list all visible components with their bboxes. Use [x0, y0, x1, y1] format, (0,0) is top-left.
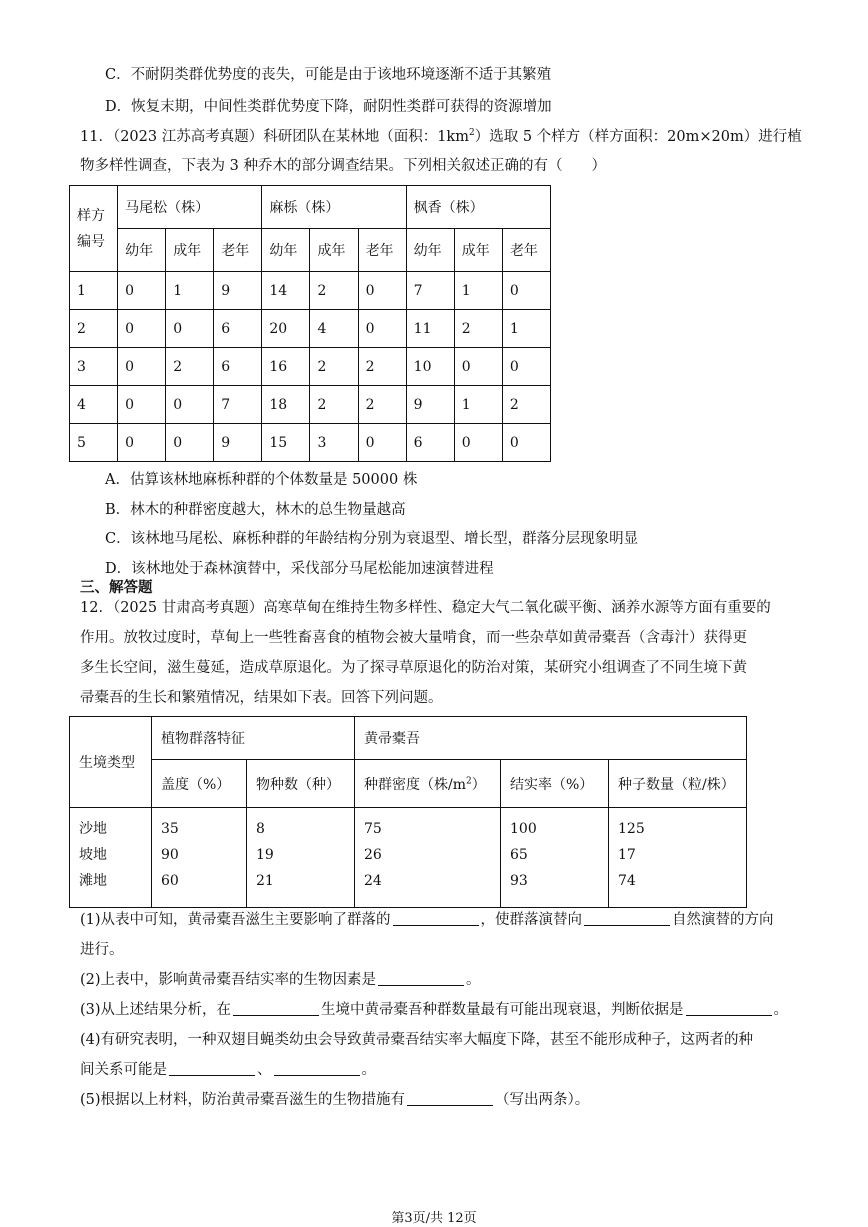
count-cell: 1	[166, 272, 214, 310]
species-header-maple: 枫香（株）	[406, 186, 550, 229]
count-cell: 11	[406, 310, 454, 348]
answer-blank[interactable]	[407, 1091, 493, 1106]
count-cell: 2	[166, 348, 214, 386]
q12-sub1: (1)从表中可知，黄帚橐吾滋生主要影响了群落的 ，使群落演替向 自然演替的方向	[80, 912, 774, 928]
q12-stem-line3: 多生长空间，滋生蔓延，造成草原退化。为了探寻草原退化的防治对策，某研究小组调查了不同生境下黄	[80, 660, 747, 676]
table-row	[70, 386, 551, 424]
seed-count-cell: 125 17 74	[609, 808, 747, 908]
q12-stem-line1: 12．（2025 甘肃高考真题）高寒草甸在维持生物多样性、稳定大气二氧化碳平衡、涵养水源等方面有重要的	[80, 600, 771, 616]
answer-blank[interactable]	[274, 1061, 360, 1076]
q10-option-c: C．不耐阴类群优势度的丧失，可能是由于该地环境逐渐不适于其繁殖	[105, 67, 552, 83]
count-cell: 10	[406, 348, 454, 386]
count-cell: 2	[358, 386, 406, 424]
species-count-cell: 8 19 21	[247, 808, 355, 908]
count-cell: 4	[310, 310, 358, 348]
plot-number-cell: 5	[70, 424, 118, 462]
count-cell: 6	[406, 424, 454, 462]
col-coverage: 盖度（%）	[152, 760, 247, 808]
count-cell: 9	[214, 424, 262, 462]
answer-blank[interactable]	[169, 1061, 255, 1076]
col-seed-count: 种子数量（粒/株）	[609, 760, 747, 808]
count-cell: 0	[118, 386, 166, 424]
age-header: 老年	[214, 229, 262, 272]
q12-sub4-line2: 间关系可能是 、 。	[80, 1062, 376, 1078]
col-species-count: 物种数（种）	[247, 760, 355, 808]
count-cell: 9	[406, 386, 454, 424]
count-cell: 0	[454, 348, 502, 386]
answer-blank[interactable]	[378, 971, 464, 986]
table-row	[70, 310, 551, 348]
age-header: 成年	[166, 229, 214, 272]
count-cell: 0	[358, 272, 406, 310]
count-cell: 14	[262, 272, 310, 310]
age-header: 成年	[454, 229, 502, 272]
fruit-rate-cell: 100 65 93	[501, 808, 609, 908]
count-cell: 3	[310, 424, 358, 462]
age-header: 老年	[502, 229, 550, 272]
count-cell: 0	[118, 424, 166, 462]
age-header: 幼年	[118, 229, 166, 272]
count-cell: 0	[118, 310, 166, 348]
group-header-ligularia: 黄帚橐吾	[355, 717, 747, 760]
count-cell: 2	[310, 272, 358, 310]
age-header: 老年	[358, 229, 406, 272]
plot-number-cell: 2	[70, 310, 118, 348]
count-cell: 6	[214, 348, 262, 386]
table-row	[70, 348, 551, 386]
section-title: 三、解答题	[80, 579, 153, 596]
habitat-cell: 沙地 坡地 滩地	[70, 808, 152, 908]
count-cell: 0	[454, 424, 502, 462]
age-header: 幼年	[406, 229, 454, 272]
plot-number-cell: 3	[70, 348, 118, 386]
q11-stem-line2: 物多样性调查，下表为 3 种乔木的部分调查结果。下列相关叙述正确的有（ ）	[80, 158, 606, 174]
count-cell: 1	[454, 386, 502, 424]
count-cell: 0	[502, 272, 550, 310]
age-header: 幼年	[262, 229, 310, 272]
q12-habitat-table	[69, 716, 747, 908]
count-cell: 2	[310, 386, 358, 424]
q11-option-c: C．该林地马尾松、麻栎种群的年龄结构分别为衰退型、增长型，群落分层现象明显	[105, 531, 639, 547]
count-cell: 0	[166, 386, 214, 424]
q11-survey-table	[69, 185, 551, 462]
q12-sub1-line2: 进行。	[80, 942, 124, 958]
habitat-header: 生境类型	[70, 717, 152, 808]
count-cell: 2	[502, 386, 550, 424]
density-cell: 75 26 24	[355, 808, 501, 908]
count-cell: 2	[310, 348, 358, 386]
count-cell: 0	[118, 272, 166, 310]
count-cell: 1	[502, 310, 550, 348]
q12-stem-line2: 作用。放牧过度时，草甸上一些牲畜喜食的植物会被大量啃食，而一些杂草如黄帚橐吾（含毒汁）获得更	[80, 630, 747, 646]
count-cell: 0	[166, 424, 214, 462]
coverage-cell: 35 90 60	[152, 808, 247, 908]
count-cell: 0	[118, 348, 166, 386]
answer-blank[interactable]	[393, 911, 479, 926]
count-cell: 2	[358, 348, 406, 386]
count-cell: 0	[358, 310, 406, 348]
count-cell: 16	[262, 348, 310, 386]
answer-blank[interactable]	[233, 1001, 319, 1016]
count-cell: 2	[454, 310, 502, 348]
q10-option-d: D．恢复末期，中间性类群优势度下降，耐阴性类群可获得的资源增加	[105, 99, 552, 115]
species-header-pine: 马尾松（株）	[118, 186, 262, 229]
count-cell: 7	[406, 272, 454, 310]
age-header: 成年	[310, 229, 358, 272]
answer-blank[interactable]	[584, 911, 670, 926]
plot-number-cell: 4	[70, 386, 118, 424]
page-footer: 第3页/共 12页	[391, 1211, 477, 1226]
count-cell: 7	[214, 386, 262, 424]
q11-option-a: A．估算该林地麻栎种群的个体数量是 50000 株	[105, 472, 418, 488]
answer-blank[interactable]	[686, 1001, 772, 1016]
count-cell: 15	[262, 424, 310, 462]
count-cell: 0	[502, 348, 550, 386]
q11-option-b: B．林木的种群密度越大，林木的总生物量越高	[105, 502, 406, 518]
q11-option-d: D．该林地处于森林演替中，采伐部分马尾松能加速演替进程	[105, 561, 494, 577]
plot-number-cell: 1	[70, 272, 118, 310]
count-cell: 0	[166, 310, 214, 348]
count-cell: 20	[262, 310, 310, 348]
count-cell: 6	[214, 310, 262, 348]
count-cell: 0	[358, 424, 406, 462]
corner-header: 样方 编号	[70, 186, 118, 272]
q12-stem-line4: 帚橐吾的生长和繁殖情况，结果如下表。回答下列问题。	[80, 690, 443, 706]
table-row	[70, 272, 551, 310]
q12-sub4-line1: (4)有研究表明，一种双翅目蝇类幼虫会导致黄帚橐吾结实率大幅度下降，甚至不能形成种子，这两者的种	[80, 1032, 754, 1048]
count-cell: 9	[214, 272, 262, 310]
table-row	[70, 424, 551, 462]
count-cell: 0	[502, 424, 550, 462]
col-fruit-rate: 结实率（%）	[501, 760, 609, 808]
group-header-community: 植物群落特征	[152, 717, 355, 760]
count-cell: 18	[262, 386, 310, 424]
count-cell: 1	[454, 272, 502, 310]
q11-stem-line1: 11．（2023 江苏高考真题）科研团队在某林地（面积：$1km^2$）选取 5 个样方（样方面积：20m×20m）进行植	[80, 128, 802, 145]
species-header-oak: 麻栎（株）	[262, 186, 406, 229]
q12-sub5: (5)根据以上材料，防治黄帚橐吾滋生的生物措施有 （写出两条）。	[80, 1092, 590, 1108]
col-density: 种群密度（株$/m^2$）	[355, 760, 501, 808]
q12-sub3: (3)从上述结果分析，在 生境中黄帚橐吾种群数量最有可能出现衰退，判断依据是 。	[80, 1002, 789, 1018]
q12-sub2: (2)上表中，影响黄帚橐吾结实率的生物因素是 。	[80, 972, 481, 988]
